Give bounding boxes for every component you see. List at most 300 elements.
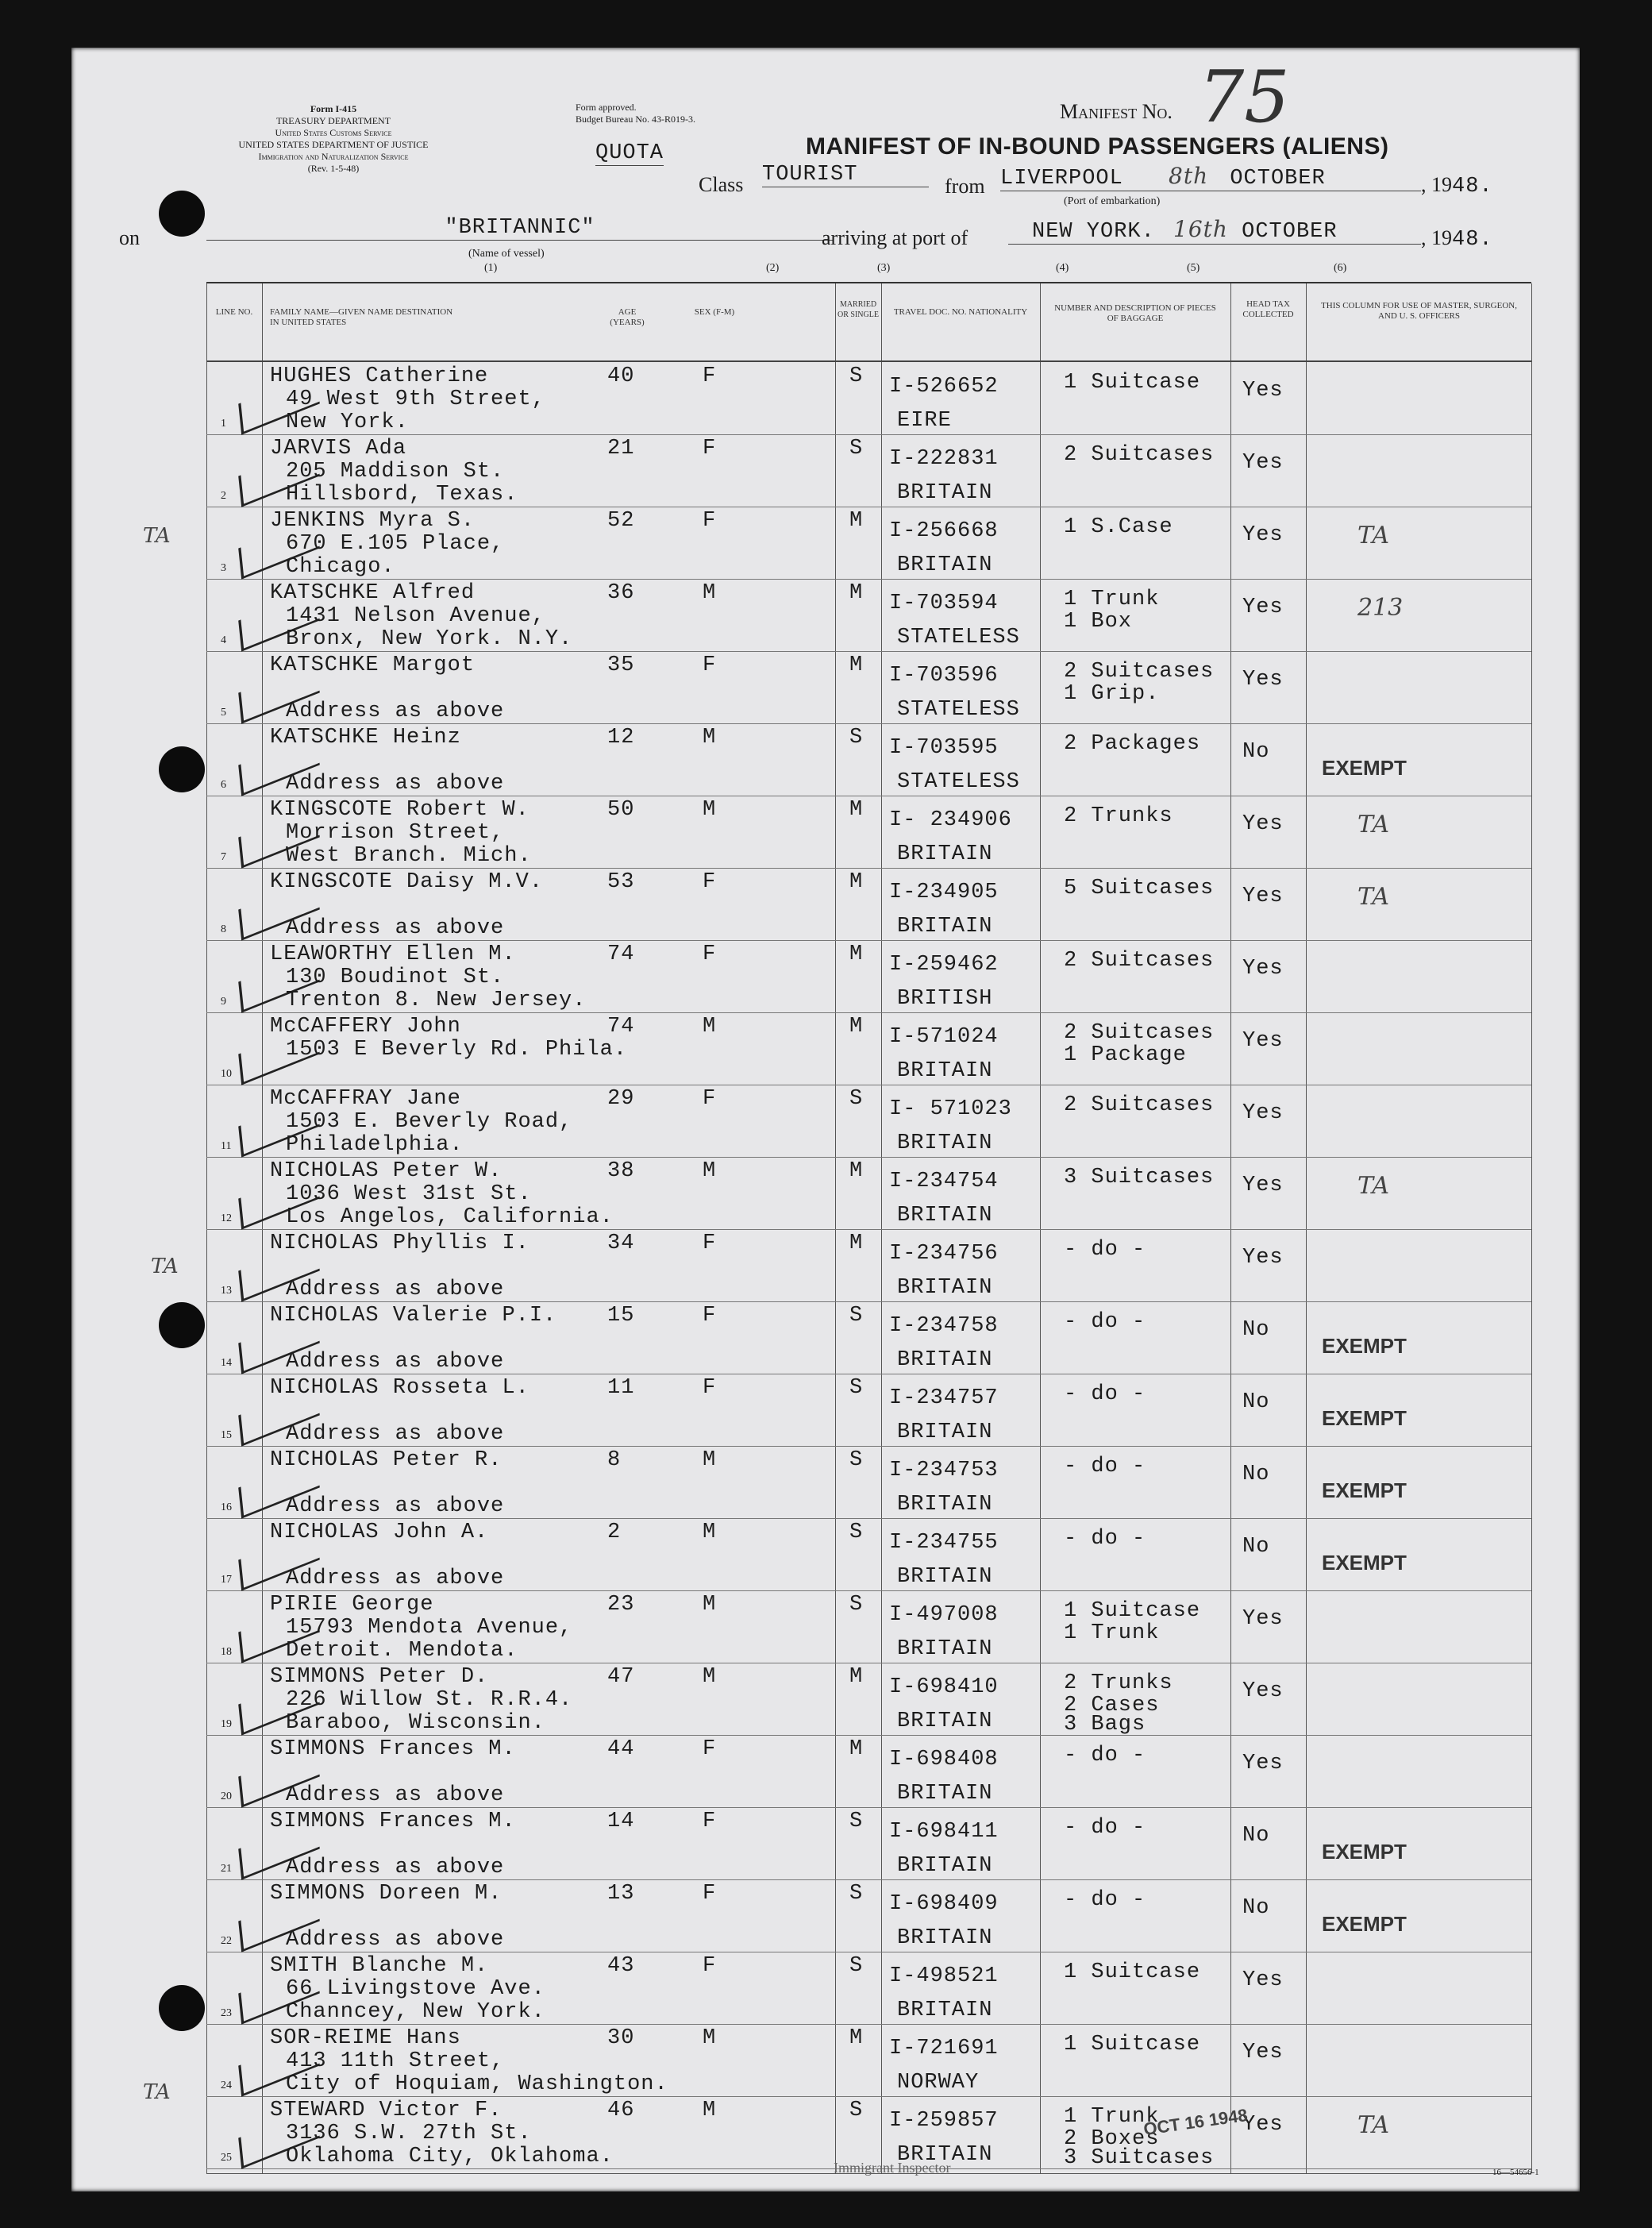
- sex: M: [703, 1593, 717, 1617]
- table-row: [206, 1158, 1531, 1230]
- line-number: 12: [221, 1212, 232, 1224]
- line-number: 20: [221, 1790, 232, 1802]
- baggage-line-1: - do -: [1064, 1816, 1146, 1840]
- baggage-line-1: 2 Suitcases: [1064, 1021, 1215, 1045]
- marital-status: M: [849, 1015, 864, 1039]
- nationality: BRITAIN: [897, 1854, 993, 1878]
- baggage-line-2: 1 Box: [1064, 610, 1133, 634]
- head-tax: Yes: [1242, 885, 1284, 908]
- manifest-no-label: Manifest No.: [1060, 100, 1173, 123]
- passenger-name: KINGSCOTE Robert W.: [270, 798, 529, 822]
- age: 11: [607, 1376, 635, 1400]
- age: 15: [607, 1304, 635, 1328]
- line-number: 13: [221, 1285, 232, 1297]
- line-number: 15: [221, 1429, 232, 1441]
- passenger-address-1: 130 Boudinot St.: [286, 966, 505, 989]
- header-name: FAMILY NAME—GIVEN NAME DESTINATION IN UNITED STATES: [270, 307, 453, 327]
- sex: M: [703, 2026, 717, 2050]
- line-number: 4: [221, 634, 226, 646]
- passenger-address-1: 670 E.105 Place,: [286, 532, 505, 556]
- nationality: STATELESS: [897, 770, 1020, 794]
- passenger-name: KATSCHKE Alfred: [270, 581, 476, 605]
- marital-status: M: [849, 509, 864, 533]
- marital-status: S: [849, 1954, 864, 1978]
- head-tax: Yes: [1242, 668, 1284, 692]
- baggage-line-1: - do -: [1064, 1455, 1146, 1478]
- passenger-address-1: 49 West 9th Street,: [286, 387, 545, 411]
- line-number: 23: [221, 2007, 232, 2019]
- passenger-address-1: 1431 Nelson Avenue,: [286, 604, 545, 628]
- line-number: 17: [221, 1574, 232, 1586]
- travel-doc-no: I-703596: [889, 664, 999, 688]
- passenger-address-2: Hillsbord, Texas.: [286, 483, 518, 507]
- sex: F: [703, 1087, 717, 1111]
- sex: M: [703, 2099, 717, 2122]
- manifest-number: 75: [1199, 56, 1290, 139]
- head-tax: Yes: [1242, 957, 1284, 981]
- passenger-address-2: Oklahoma City, Oklahoma.: [286, 2145, 614, 2168]
- passenger-address-2: Address as above: [286, 1783, 505, 1807]
- passenger-address-2: Address as above: [286, 1494, 505, 1518]
- marital-status: S: [849, 2099, 864, 2122]
- table-row: [206, 2025, 1531, 2097]
- sex: F: [703, 1737, 717, 1761]
- line-number: 7: [221, 851, 226, 863]
- head-tax: Yes: [1242, 1029, 1284, 1053]
- arriving-label: arriving at port of: [822, 226, 968, 249]
- passenger-name: KATSCHKE Heinz: [270, 726, 461, 750]
- baggage-line-1: - do -: [1064, 1527, 1146, 1551]
- baggage-line-1: 2 Suitcases: [1064, 949, 1215, 973]
- age: 36: [607, 581, 635, 605]
- table-row: [206, 724, 1531, 796]
- sex: F: [703, 509, 717, 533]
- table-row: [206, 435, 1531, 507]
- baggage-line-1: 2 Packages: [1064, 732, 1201, 756]
- passenger-address-1: 3136 S.W. 27th St.: [286, 2122, 532, 2145]
- nationality: STATELESS: [897, 626, 1020, 650]
- travel-doc-no: I-222831: [889, 447, 999, 471]
- col-num: (3): [877, 262, 891, 274]
- passenger-address-2: Address as above: [286, 1928, 505, 1952]
- age: 29: [607, 1087, 635, 1111]
- side-mark: TA: [143, 2080, 171, 2104]
- age: 46: [607, 2099, 635, 2122]
- head-tax: Yes: [1242, 596, 1284, 619]
- line-number: 8: [221, 923, 226, 935]
- passenger-name: PIRIE George: [270, 1593, 434, 1617]
- col-num: (1): [484, 262, 498, 274]
- line-number: 5: [221, 707, 226, 719]
- marital-status: M: [849, 1665, 864, 1689]
- baggage-line-1: 1 Suitcase: [1064, 371, 1201, 395]
- sex: M: [703, 1015, 717, 1039]
- table-row: [206, 580, 1531, 652]
- marital-status: S: [849, 364, 864, 388]
- passenger-name: HUGHES Catherine: [270, 364, 489, 388]
- passenger-name: McCAFFERY John: [270, 1015, 461, 1039]
- col-num: (4): [1056, 262, 1069, 274]
- passenger-address-2: Address as above: [286, 1567, 505, 1590]
- head-tax: No: [1242, 1318, 1270, 1342]
- age: 53: [607, 870, 635, 894]
- nationality: BRITAIN: [897, 1926, 993, 1950]
- nationality: BRITAIN: [897, 842, 993, 866]
- age: 8: [607, 1448, 622, 1472]
- passenger-name: KATSCHKE Margot: [270, 653, 476, 677]
- table-row: [206, 1808, 1531, 1880]
- passenger-address-1: 15793 Mendota Avenue,: [286, 1616, 573, 1640]
- travel-doc-no: I-698409: [889, 1892, 999, 1916]
- age: 12: [607, 726, 635, 750]
- marital-status: S: [849, 1593, 864, 1617]
- on-label: on: [119, 226, 140, 249]
- officer-note: TA: [1357, 811, 1390, 838]
- passenger-address-1: 1503 E. Beverly Road,: [286, 1110, 573, 1134]
- passenger-address-2: New York.: [286, 411, 409, 434]
- line-number: 1: [221, 418, 226, 430]
- travel-doc-no: I-698410: [889, 1675, 999, 1699]
- head-tax: Yes: [1242, 451, 1284, 475]
- line-number: 18: [221, 1646, 232, 1658]
- table-row: [206, 1447, 1531, 1519]
- head-tax: Yes: [1242, 1101, 1284, 1125]
- baggage-line-1: 1 Suitcase: [1064, 1599, 1201, 1623]
- passenger-address-2: Address as above: [286, 1856, 505, 1879]
- travel-doc-no: I-703594: [889, 592, 999, 615]
- baggage-line-1: - do -: [1064, 1888, 1146, 1912]
- marital-status: S: [849, 437, 864, 461]
- punch-hole: [159, 1985, 205, 2031]
- head-tax: No: [1242, 1535, 1270, 1559]
- passenger-address-2: Address as above: [286, 700, 505, 723]
- travel-doc-no: I-703595: [889, 736, 999, 760]
- age: 35: [607, 653, 635, 677]
- marital-status: S: [849, 1376, 864, 1400]
- marital-status: M: [849, 2026, 864, 2050]
- age: 40: [607, 364, 635, 388]
- age: 13: [607, 1882, 635, 1906]
- baggage-line-1: 1 S.Case: [1064, 515, 1173, 539]
- form-approval: Form approved. Budget Bureau No. 43-R019-3.: [576, 102, 695, 125]
- passenger-name: KINGSCOTE Daisy M.V.: [270, 870, 544, 894]
- sex: F: [703, 942, 717, 966]
- table-row: [206, 363, 1531, 435]
- line-number: 9: [221, 996, 226, 1008]
- marital-status: M: [849, 942, 864, 966]
- officer-note: 213: [1357, 594, 1404, 622]
- travel-doc-no: I- 234906: [889, 808, 1012, 832]
- travel-doc-no: I- 571023: [889, 1097, 1012, 1121]
- age: 74: [607, 1015, 635, 1039]
- passenger-address-1: 205 Maddison St.: [286, 460, 505, 484]
- passenger-name: NICHOLAS Phyllis I.: [270, 1232, 529, 1255]
- head-tax: Yes: [1242, 1968, 1284, 1992]
- sex: F: [703, 1882, 717, 1906]
- passenger-address-2: Address as above: [286, 1422, 505, 1446]
- exempt-stamp: EXEMPT: [1322, 1478, 1407, 1502]
- head-tax: No: [1242, 1390, 1270, 1414]
- travel-doc-no: I-234756: [889, 1242, 999, 1266]
- table-row: [206, 941, 1531, 1013]
- sex: F: [703, 437, 717, 461]
- marital-status: M: [849, 1159, 864, 1183]
- col-num: (5): [1187, 262, 1200, 274]
- table-row: [206, 1230, 1531, 1302]
- marital-status: S: [849, 1521, 864, 1544]
- col-num: (2): [766, 262, 780, 274]
- passenger-name: LEAWORTHY Ellen M.: [270, 942, 516, 966]
- nationality: NORWAY: [897, 2071, 980, 2095]
- baggage-line-1: - do -: [1064, 1382, 1146, 1406]
- marital-status: M: [849, 798, 864, 822]
- nationality: BRITAIN: [897, 1710, 993, 1733]
- passenger-name: JARVIS Ada: [270, 437, 407, 461]
- passenger-address-2: Address as above: [286, 772, 505, 796]
- travel-doc-no: I-234755: [889, 1531, 999, 1555]
- arrival-year: , 1948.: [1421, 226, 1493, 252]
- exempt-stamp: EXEMPT: [1322, 1912, 1407, 1936]
- nationality: BRITAIN: [897, 1782, 993, 1806]
- passenger-address-1: 413 11th Street,: [286, 2049, 505, 2073]
- header-travel-doc: TRAVEL DOC. NO. NATIONALITY: [893, 307, 1028, 317]
- passenger-name: NICHOLAS Peter R.: [270, 1448, 503, 1472]
- travel-doc-no: I-721691: [889, 2037, 999, 2060]
- nationality: STATELESS: [897, 698, 1020, 722]
- inspector-caption: Immigrant Inspector: [834, 2160, 951, 2176]
- officer-note: TA: [1357, 883, 1390, 911]
- sex: F: [703, 653, 717, 677]
- manifest-title: MANIFEST OF IN-BOUND PASSENGERS (ALIENS): [806, 133, 1389, 160]
- exempt-stamp: EXEMPT: [1322, 1551, 1407, 1575]
- passenger-address-2: Trenton 8. New Jersey.: [286, 989, 587, 1012]
- baggage-line-1: 1 Trunk: [1064, 2105, 1160, 2129]
- header-baggage: NUMBER AND DESCRIPTION OF PIECES OF BAGGAGE: [1054, 303, 1216, 323]
- from-label: from: [945, 175, 985, 198]
- head-tax: No: [1242, 1824, 1270, 1848]
- table-row: [206, 1013, 1531, 1085]
- baggage-line-1: 1 Suitcase: [1064, 1960, 1201, 1984]
- baggage-line-1: 2 Suitcases: [1064, 1093, 1215, 1117]
- passenger-address-2: Philadelphia.: [286, 1133, 464, 1157]
- nationality: BRITAIN: [897, 1999, 993, 2022]
- age: 43: [607, 1954, 635, 1978]
- passenger-address-2: Address as above: [286, 1350, 505, 1374]
- punch-hole: [159, 746, 205, 792]
- line-number: 16: [221, 1501, 232, 1513]
- officer-note: TA: [1357, 1172, 1390, 1200]
- head-tax: Yes: [1242, 2041, 1284, 2064]
- marital-status: S: [849, 1304, 864, 1328]
- passenger-name: JENKINS Myra S.: [270, 509, 476, 533]
- nationality: BRITAIN: [897, 1059, 993, 1083]
- passenger-name: STEWARD Victor F.: [270, 2099, 503, 2122]
- header-married: MARRIED OR SINGLE: [838, 300, 879, 319]
- age: 52: [607, 509, 635, 533]
- travel-doc-no: I-698408: [889, 1748, 999, 1771]
- embark-year: , 1948.: [1421, 173, 1493, 199]
- head-tax: Yes: [1242, 1174, 1284, 1197]
- exempt-stamp: EXEMPT: [1322, 1840, 1407, 1864]
- passenger-address-1: 1503 E Beverly Rd. Phila.: [286, 1038, 628, 1062]
- marital-status: M: [849, 870, 864, 894]
- header-sex: SEX (F-M): [694, 307, 735, 317]
- age: 50: [607, 798, 635, 822]
- travel-doc-no: I-234753: [889, 1459, 999, 1482]
- baggage-line-2: 1 Package: [1064, 1043, 1187, 1067]
- sex: M: [703, 726, 717, 750]
- passenger-name: SIMMONS Frances M.: [270, 1810, 516, 1833]
- passenger-address-2: Los Angelos, California.: [286, 1205, 614, 1229]
- nationality: BRITAIN: [897, 1204, 993, 1228]
- table-row: [206, 1519, 1531, 1591]
- baggage-line-1: - do -: [1064, 1744, 1146, 1767]
- age: 30: [607, 2026, 635, 2050]
- head-tax: No: [1242, 1463, 1270, 1486]
- passenger-name: NICHOLAS John A.: [270, 1521, 489, 1544]
- table-row: [206, 652, 1531, 724]
- sex: F: [703, 1232, 717, 1255]
- travel-doc-no: I-259857: [889, 2109, 999, 2133]
- nationality: BRITAIN: [897, 1637, 993, 1661]
- line-number: 6: [221, 779, 226, 791]
- passenger-address-1: 66 Livingstove Ave.: [286, 1977, 545, 2001]
- nationality: BRITAIN: [897, 1420, 993, 1444]
- head-tax: Yes: [1242, 379, 1284, 403]
- head-tax: Yes: [1242, 1246, 1284, 1270]
- head-tax: Yes: [1242, 1752, 1284, 1775]
- baggage-line-1: 1 Trunk: [1064, 588, 1160, 611]
- baggage-line-1: - do -: [1064, 1238, 1146, 1262]
- header-age: AGE (YEARS): [610, 307, 645, 327]
- passenger-address-1: 226 Willow St. R.R.4.: [286, 1688, 573, 1712]
- passenger-address-2: Bronx, New York. N.Y.: [286, 627, 573, 651]
- line-number: 19: [221, 1718, 232, 1730]
- baggage-line-1: 3 Suitcases: [1064, 1166, 1215, 1189]
- passenger-address-2: Address as above: [286, 916, 505, 940]
- nationality: BRITAIN: [897, 1131, 993, 1155]
- nationality: EIRE: [897, 409, 952, 433]
- vessel-name: "BRITANNIC": [206, 216, 834, 241]
- age: 44: [607, 1737, 635, 1761]
- age: 14: [607, 1810, 635, 1833]
- travel-doc-no: I-234757: [889, 1386, 999, 1410]
- passenger-address-2: City of Hoquiam, Washington.: [286, 2072, 668, 2096]
- marital-status: M: [849, 1737, 864, 1761]
- passenger-name: SIMMONS Peter D.: [270, 1665, 489, 1689]
- baggage-line-3: 3 Bags: [1064, 1713, 1146, 1737]
- exempt-stamp: EXEMPT: [1322, 756, 1407, 780]
- head-tax: No: [1242, 1896, 1270, 1920]
- form-header-left: Form I-415 TREASURY DEPARTMENT United States Customs Service UNITED STATES DEPARTMENT OF JUSTICE Immigration and Naturalization Service (Rev. 1-5-48): [238, 103, 429, 174]
- travel-doc-no: I-234905: [889, 881, 999, 904]
- footer-code: 16—54656-1: [1492, 2168, 1539, 2177]
- manifest-sheet: [71, 48, 1580, 2191]
- officer-note: TA: [1357, 2111, 1390, 2139]
- side-mark: TA: [143, 524, 171, 548]
- table-row: [206, 1302, 1531, 1374]
- sex: F: [703, 870, 717, 894]
- date-stamp: OCT 16 1948: [1142, 2104, 1250, 2140]
- passenger-name: SIMMONS Doreen M.: [270, 1882, 503, 1906]
- baggage-line-1: 2 Suitcases: [1064, 660, 1215, 684]
- table-row: [206, 1880, 1531, 1952]
- baggage-line-2: 2 Boxes: [1064, 2127, 1160, 2151]
- travel-doc-no: I-498521: [889, 1964, 999, 1988]
- sex: M: [703, 1159, 717, 1183]
- class-label: Class: [699, 173, 744, 196]
- age: 74: [607, 942, 635, 966]
- table-row: [206, 796, 1531, 869]
- line-number: 10: [221, 1068, 232, 1080]
- travel-doc-no: I-256668: [889, 519, 999, 543]
- baggage-line-1: - do -: [1064, 1310, 1146, 1334]
- nationality: BRITAIN: [897, 553, 993, 577]
- passenger-name: SMITH Blanche M.: [270, 1954, 489, 1978]
- line-number: 22: [221, 1935, 232, 1947]
- port-caption: (Port of embarkation): [1064, 195, 1161, 207]
- passenger-address-2: Detroit. Mendota.: [286, 1639, 518, 1663]
- age: 34: [607, 1232, 635, 1255]
- passenger-table: [206, 282, 1531, 2174]
- passenger-address-2: West Branch. Mich.: [286, 844, 532, 868]
- nationality: BRITAIN: [897, 1276, 993, 1300]
- line-number: 11: [221, 1140, 232, 1152]
- table-row: [206, 1085, 1531, 1158]
- table-row: [206, 1663, 1531, 1736]
- col-num: (6): [1334, 262, 1347, 274]
- side-mark: TA: [151, 1255, 179, 1278]
- passenger-address-1: 1036 West 31st St.: [286, 1182, 532, 1206]
- marital-status: S: [849, 1810, 864, 1833]
- head-tax: No: [1242, 740, 1270, 764]
- header-line-no: LINE NO.: [215, 307, 253, 317]
- marital-status: S: [849, 1448, 864, 1472]
- baggage-line-1: 2 Trunks: [1064, 1671, 1173, 1695]
- passenger-name: NICHOLAS Valerie P.I.: [270, 1304, 557, 1328]
- marital-status: M: [849, 1232, 864, 1255]
- passenger-name: McCAFFRAY Jane: [270, 1087, 461, 1111]
- passenger-name: NICHOLAS Peter W.: [270, 1159, 503, 1183]
- passenger-address-2: Chicago.: [286, 555, 395, 579]
- passenger-address-2: Baraboo, Wisconsin.: [286, 1711, 545, 1735]
- marital-status: S: [849, 1087, 864, 1111]
- travel-doc-no: I-234758: [889, 1314, 999, 1338]
- sex: F: [703, 1304, 717, 1328]
- exempt-stamp: EXEMPT: [1322, 1334, 1407, 1358]
- head-tax: Yes: [1242, 1607, 1284, 1631]
- travel-doc-no: I-571024: [889, 1025, 999, 1049]
- sex: M: [703, 1521, 717, 1544]
- passenger-address-2: Address as above: [286, 1278, 505, 1301]
- header-head-tax: HEAD TAX COLLECTED: [1242, 299, 1294, 319]
- marital-status: S: [849, 726, 864, 750]
- officer-note: TA: [1357, 522, 1390, 549]
- passenger-name: NICHOLAS Rosseta L.: [270, 1376, 529, 1400]
- line-number: 24: [221, 2080, 232, 2091]
- port-of-embarkation: LIVERPOOL 8th OCTOBER: [1000, 163, 1421, 191]
- table-row: [206, 1374, 1531, 1447]
- baggage-line-2: 2 Cases: [1064, 1694, 1160, 1717]
- age: 38: [607, 1159, 635, 1183]
- baggage-line-1: 2 Trunks: [1064, 804, 1173, 828]
- line-number: 25: [221, 2152, 232, 2164]
- travel-doc-no: I-259462: [889, 953, 999, 977]
- travel-doc-no: I-526652: [889, 375, 999, 399]
- head-tax: Yes: [1242, 523, 1284, 547]
- sex: F: [703, 1810, 717, 1833]
- passenger-address-1: Morrison Street,: [286, 821, 505, 845]
